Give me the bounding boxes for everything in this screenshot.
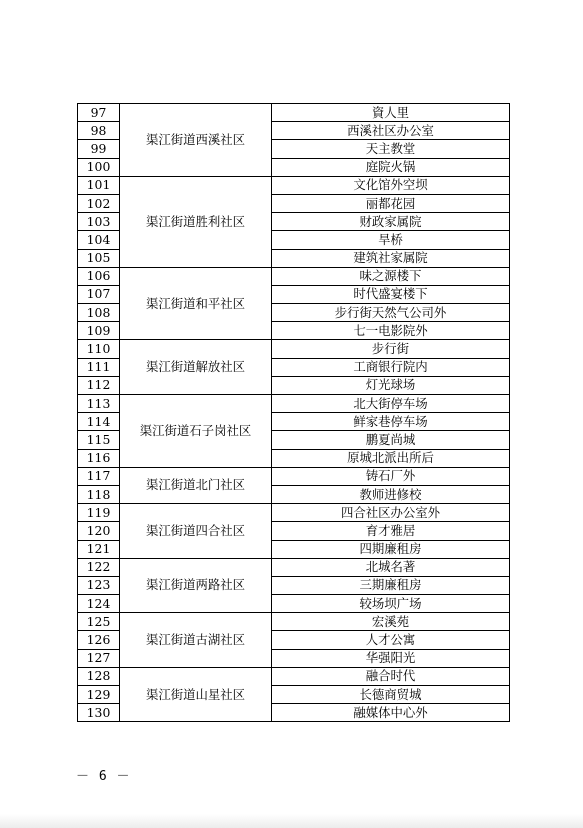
location-cell: 天主教堂 <box>272 140 510 158</box>
location-cell: 时代盛宴楼下 <box>272 285 510 303</box>
row-number-cell: 119 <box>78 504 120 522</box>
row-number-cell: 124 <box>78 595 120 613</box>
row-number-cell: 98 <box>78 122 120 140</box>
location-cell: 原城北派出所后 <box>272 449 510 467</box>
location-cell: 四期廉租房 <box>272 540 510 558</box>
location-cell: 融媒体中心外 <box>272 704 510 722</box>
row-number-cell: 123 <box>78 576 120 594</box>
location-cell: 人才公寓 <box>272 631 510 649</box>
location-cell: 长德商贸城 <box>272 686 510 704</box>
row-number-cell: 118 <box>78 485 120 503</box>
location-cell: 北城名著 <box>272 558 510 576</box>
row-number-cell: 117 <box>78 467 120 485</box>
row-number-cell: 127 <box>78 649 120 667</box>
location-cell: 铸石厂外 <box>272 467 510 485</box>
table-row <box>78 613 510 631</box>
location-cell: 华强阳光 <box>272 649 510 667</box>
location-cell: 鹏夏尚城 <box>272 431 510 449</box>
table-row <box>78 267 510 285</box>
location-cell: 较场坝广场 <box>272 595 510 613</box>
community-cell: 渠江街道石子岗社区 <box>120 395 272 468</box>
row-number-cell: 113 <box>78 395 120 413</box>
community-cell: 渠江街道北门社区 <box>120 467 272 503</box>
location-cell: 丽都花园 <box>272 194 510 212</box>
location-cell: 三期廉租房 <box>272 576 510 594</box>
location-cell: 教师进修校 <box>272 485 510 503</box>
location-cell: 建筑社家属院 <box>272 249 510 267</box>
page-number: － 6 － <box>76 769 131 784</box>
table-row <box>78 340 510 358</box>
location-table <box>77 103 510 722</box>
row-number-cell: 101 <box>78 176 120 194</box>
location-cell: 鲜家巷停车场 <box>272 413 510 431</box>
community-cell: 渠江街道胜利社区 <box>120 176 272 267</box>
table-row <box>78 467 510 485</box>
row-number-cell: 97 <box>78 104 120 122</box>
location-cell: 融合时代 <box>272 667 510 685</box>
community-cell: 渠江街道四合社区 <box>120 504 272 559</box>
location-cell: 步行街天然气公司外 <box>272 304 510 322</box>
table-row <box>78 667 510 685</box>
location-cell: 工商银行院内 <box>272 358 510 376</box>
location-table-body <box>78 104 510 722</box>
community-cell: 渠江街道两路社区 <box>120 558 272 613</box>
location-cell: 庭院火锅 <box>272 158 510 176</box>
row-number-cell: 102 <box>78 194 120 212</box>
row-number-cell: 112 <box>78 376 120 394</box>
community-cell: 渠江街道西溪社区 <box>120 104 272 177</box>
location-cell: 宏溪苑 <box>272 613 510 631</box>
community-cell: 渠江街道解放社区 <box>120 340 272 395</box>
row-number-cell: 111 <box>78 358 120 376</box>
community-cell: 渠江街道和平社区 <box>120 267 272 340</box>
row-number-cell: 115 <box>78 431 120 449</box>
location-cell: 步行街 <box>272 340 510 358</box>
row-number-cell: 105 <box>78 249 120 267</box>
table-row <box>78 395 510 413</box>
location-cell: 資人里 <box>272 104 510 122</box>
location-cell: 灯光球场 <box>272 376 510 394</box>
row-number-cell: 121 <box>78 540 120 558</box>
location-cell: 文化馆外空坝 <box>272 176 510 194</box>
row-number-cell: 107 <box>78 285 120 303</box>
row-number-cell: 128 <box>78 667 120 685</box>
location-cell: 七一电影院外 <box>272 322 510 340</box>
row-number-cell: 129 <box>78 686 120 704</box>
location-cell: 西溪社区办公室 <box>272 122 510 140</box>
row-number-cell: 130 <box>78 704 120 722</box>
row-number-cell: 108 <box>78 304 120 322</box>
row-number-cell: 106 <box>78 267 120 285</box>
location-cell: 育才雅居 <box>272 522 510 540</box>
row-number-cell: 103 <box>78 213 120 231</box>
community-cell: 渠江街道古湖社区 <box>120 613 272 668</box>
page-edge <box>0 814 583 828</box>
row-number-cell: 114 <box>78 413 120 431</box>
row-number-cell: 120 <box>78 522 120 540</box>
table-row <box>78 176 510 194</box>
row-number-cell: 109 <box>78 322 120 340</box>
row-number-cell: 110 <box>78 340 120 358</box>
table-row <box>78 504 510 522</box>
table-row <box>78 558 510 576</box>
row-number-cell: 104 <box>78 231 120 249</box>
location-cell: 味之源楼下 <box>272 267 510 285</box>
table-row <box>78 104 510 122</box>
row-number-cell: 126 <box>78 631 120 649</box>
row-number-cell: 99 <box>78 140 120 158</box>
row-number-cell: 100 <box>78 158 120 176</box>
location-cell: 四合社区办公室外 <box>272 504 510 522</box>
location-cell: 北大街停车场 <box>272 395 510 413</box>
row-number-cell: 125 <box>78 613 120 631</box>
location-cell: 旱桥 <box>272 231 510 249</box>
community-cell: 渠江街道山星社区 <box>120 667 272 722</box>
location-cell: 财政家属院 <box>272 213 510 231</box>
row-number-cell: 116 <box>78 449 120 467</box>
row-number-cell: 122 <box>78 558 120 576</box>
